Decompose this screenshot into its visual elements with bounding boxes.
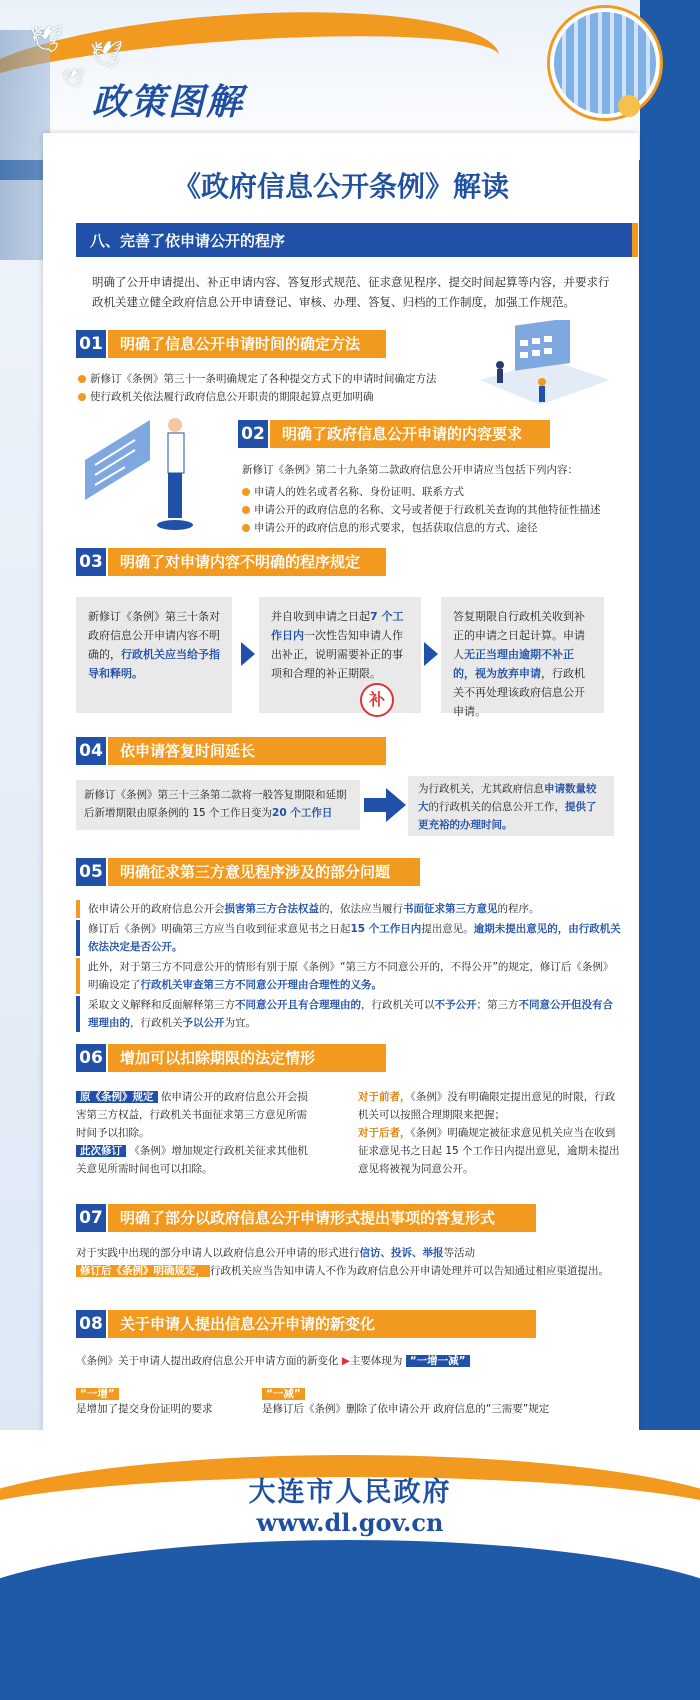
item-number-04: 04 bbox=[76, 737, 106, 765]
deduction-left bbox=[76, 1088, 316, 1178]
item-number-08: 08 bbox=[76, 1310, 106, 1338]
change-lead: 《条例》关于申请人提出政府信息公开申请方面的新变化 ▶主要体现为 “一增一减” bbox=[76, 1352, 626, 1370]
calendar-people-illustration bbox=[470, 320, 620, 415]
reply-form-line-1: 对于实践中出现的部分申请人以政府信息公开申请的形式进行信访、投诉、举报等活动 bbox=[76, 1247, 475, 1259]
item-title-07: 明确了部分以政府信息公开申请形式提出事项的答复形式 bbox=[108, 1204, 536, 1232]
step-box-1: 新修订《条例》第三十条对政府信息公开申请内容不明确的，行政机关应当给予指导和释明。 bbox=[76, 597, 232, 713]
bullet: 使行政机关依法履行政府信息公开职责的期限起算点更加明确 bbox=[76, 388, 476, 406]
dove-icon: 🕊 bbox=[90, 40, 124, 70]
item-number-01: 01 bbox=[76, 330, 106, 358]
decrease-tag: “一减” bbox=[262, 1382, 305, 1401]
bullet: 新修订《条例》第三十一条明确规定了各种提交方式下的申请时间确定方法 bbox=[76, 370, 476, 388]
step-box-3: 答复期限自行政机关收到补正的申请之日起计算。申请人无正当理由逾期不补正的，视为放弃申请，行政机关不再处理该政府信息公开申请。 bbox=[441, 597, 604, 713]
rule-3: 此外，对于第三方不同意公开的情形有别于原《条例》“第三方不同意公开的，不得公开”的规定，修订后《条例》明确设定了行政机关审查第三方不同意公开理由合理性的义务。 bbox=[76, 958, 621, 994]
footer-url: www.dl.gov.cn bbox=[256, 1508, 444, 1537]
dove-icon: 🕊 bbox=[30, 25, 64, 55]
deduction-former: 对于前者，《条例》没有明确限定提出意见的时限，行政机关可以按照合理期限来把握； bbox=[358, 1091, 616, 1121]
reply-form-line-2: 修订后《条例》明确规定， 行政机关应当告知申请人不作为政府信息公开申请处理并可以告知通过相应渠道提出。 bbox=[76, 1262, 626, 1280]
item-title-05: 明确征求第三方意见程序涉及的部分问题 bbox=[108, 858, 420, 886]
main-title: 《政府信息公开条例》解读 bbox=[172, 170, 509, 203]
bullet: 申请人的姓名或者名称、身份证明、联系方式 bbox=[240, 483, 625, 501]
deduction-right bbox=[358, 1088, 620, 1178]
arrow-right-icon bbox=[424, 642, 438, 666]
item-title-02: 明确了政府信息公开申请的内容要求 bbox=[270, 420, 550, 448]
item-bullets-02 bbox=[240, 483, 625, 537]
arrow-right-icon bbox=[241, 642, 255, 666]
increase-tag: “一增” bbox=[76, 1382, 119, 1401]
section-intro: 明确了公开申请提出、补正申请内容、答复形式规范、征求意见程序、提交时间起算等内容，并要求行政机关建立健全政府信息公开申请登记、审核、办理、答复、归档的工作制度，加强工作规范。 bbox=[92, 275, 610, 309]
increase-text: 是增加了提交身份证明的要求 bbox=[76, 1403, 213, 1415]
footer-org: 大连市人民政府 bbox=[248, 1477, 452, 1508]
building-photo bbox=[550, 8, 660, 118]
item-number-06: 06 bbox=[76, 1044, 106, 1072]
third-party-rules bbox=[76, 900, 621, 1032]
person-screen-illustration bbox=[80, 405, 200, 535]
big-arrow-icon bbox=[364, 788, 406, 822]
item-title-08: 关于申请人提出信息公开申请的新变化 bbox=[108, 1310, 536, 1338]
rule-4: 采取文义解释和反面解释第三方不同意公开且有合理理由的，行政机关可以不予公开；第三方不同意公开但没有合理理由的，行政机关予以公开为宜。 bbox=[76, 996, 621, 1032]
item-bullets-01 bbox=[76, 370, 476, 406]
dove-icon: 🕊 bbox=[62, 68, 85, 89]
item-title-04: 依申请答复时间延长 bbox=[108, 737, 386, 765]
bullet: 申请公开的政府信息的形式要求，包括获取信息的方式、途径 bbox=[240, 519, 625, 537]
item-title-01: 明确了信息公开申请时间的确定方法 bbox=[108, 330, 386, 358]
step-box-2: 并自收到申请之日起7 个工作日内一次性告知申请人作出补正，说明需要补正的事项和合理的补正期限。 bbox=[259, 597, 421, 713]
item-number-05: 05 bbox=[76, 858, 106, 886]
item-lead-02: 新修订《条例》第二十九条第二款政府信息公开申请应当包括下列内容： bbox=[242, 464, 578, 476]
deduction-original: 原《条例》规定 依申请公开的政府信息公开会损害第三方权益，行政机关书面征求第三方意见所需时间予以扣除。 bbox=[76, 1091, 308, 1139]
reply-form-text bbox=[76, 1244, 626, 1280]
stamp-icon: 补 bbox=[360, 683, 394, 717]
footer-wave bbox=[0, 1540, 700, 1700]
item-number-02: 02 bbox=[238, 420, 268, 448]
decrease-text: 是修订后《条例》删除了依申请公开 政府信息的“三需要”规定 bbox=[262, 1403, 550, 1415]
extension-left-box: 新修订《条例》第三十三条第二款将一般答复期限和延期后新增期限由原条例的 15 个工作日变为20 个工作日 bbox=[76, 780, 360, 830]
deduction-revision: 此次修订 《条例》增加规定行政机关征求其他机关意见所需时间也可以扣除。 bbox=[76, 1145, 308, 1175]
decor-dot bbox=[618, 95, 640, 117]
deduction-latter: 对于后者，《条例》明确规定被征求意见机关应当在收到征求意见书之日起 15 个工作日内提出意见，逾期未提出意见将被视为同意公开。 bbox=[358, 1127, 620, 1175]
item-number-07: 07 bbox=[76, 1204, 106, 1232]
rule-2: 修订后《条例》明确第三方应当自收到征求意见书之日起15 个工作日内提出意见。逾期未提出意见的，由行政机关依法决定是否公开。 bbox=[76, 920, 621, 956]
item-number-03: 03 bbox=[76, 548, 106, 576]
right-band bbox=[640, 0, 700, 1606]
extension-right-box: 为行政机关，尤其政府信息申请数量较大的行政机关的信息公开工作，提供了更充裕的办理时间。 bbox=[408, 776, 614, 836]
section-heading: 八、完善了依申请公开的程序 bbox=[76, 223, 638, 257]
item-title-03: 明确了对申请内容不明确的程序规定 bbox=[108, 548, 386, 576]
page-header-title: 政策图解 bbox=[92, 81, 245, 123]
rule-1: 依申请公开的政府信息公开会损害第三方合法权益的，依法应当履行书面征求第三方意见的程序。 bbox=[76, 900, 621, 918]
bullet: 申请公开的政府信息的名称、文号或者便于行政机关查询的其他特征性描述 bbox=[240, 501, 625, 519]
item-title-06: 增加可以扣除期限的法定情形 bbox=[108, 1044, 386, 1072]
